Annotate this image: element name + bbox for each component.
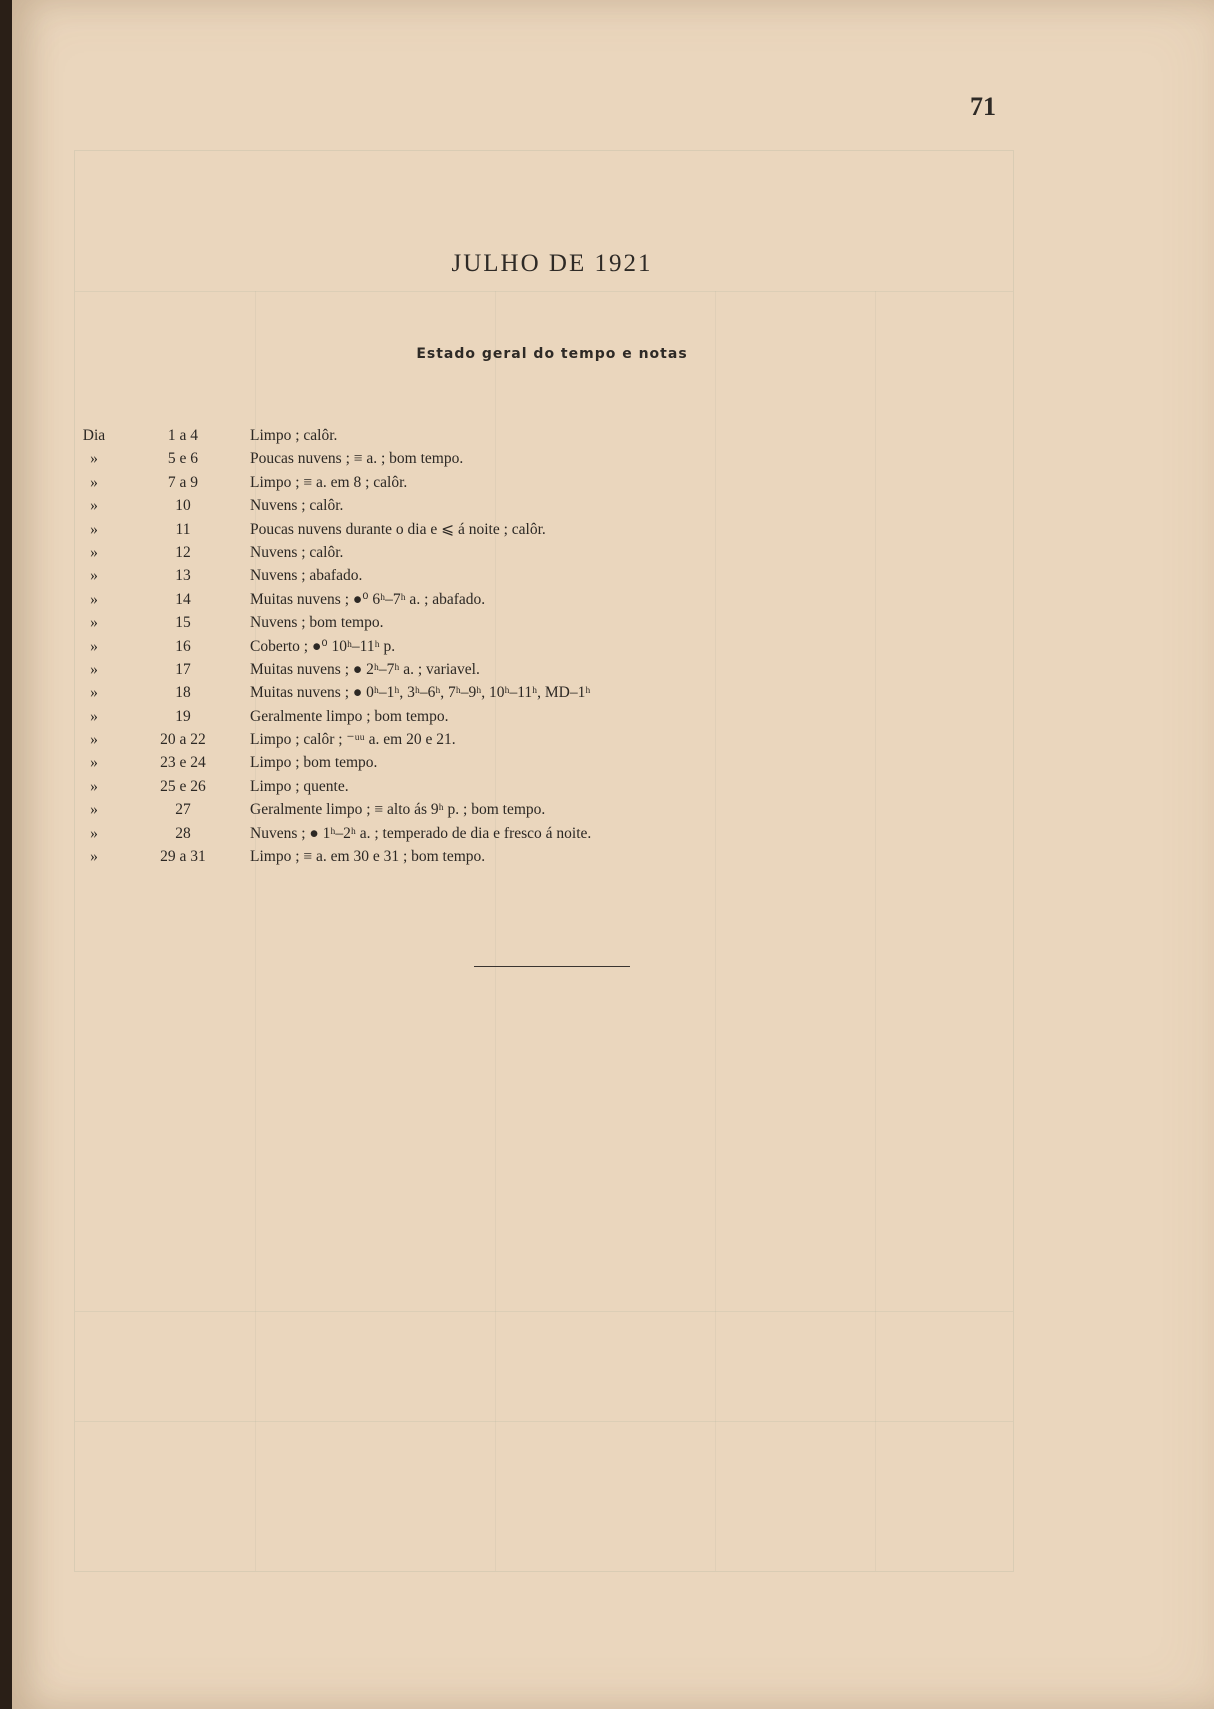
day-range: 5 e 6	[167, 450, 199, 468]
day-range: 11	[175, 520, 191, 538]
list-item	[12, 798, 1212, 821]
ditto-mark: »	[90, 731, 98, 749]
list-item	[12, 611, 1212, 634]
ditto-mark: »	[90, 637, 98, 655]
ditto-mark: »	[90, 684, 98, 702]
weather-note: Poucas nuvens durante o dia e ⩽ á noite ; calôr.	[250, 520, 546, 538]
list-item	[12, 471, 1212, 494]
day-range: 15	[175, 614, 191, 632]
weather-note: Limpo ; calôr ; ⁻ᵘᵘ a. em 20 e 21.	[250, 731, 456, 749]
list-item	[12, 775, 1212, 798]
weather-note: Limpo ; quente.	[250, 777, 349, 795]
ditto-mark: »	[90, 777, 98, 795]
closing-rule	[474, 966, 630, 967]
ditto-mark: »	[90, 848, 98, 866]
weather-note: Nuvens ; calôr.	[250, 543, 344, 561]
ditto-mark: »	[90, 754, 98, 772]
weather-note: Nuvens ; bom tempo.	[250, 614, 384, 632]
document-page	[12, 0, 1214, 1709]
ditto-mark: »	[90, 473, 98, 491]
day-range: 25 e 26	[160, 777, 206, 795]
day-range: 19	[175, 707, 191, 725]
list-item	[12, 564, 1212, 587]
list-item	[12, 494, 1212, 517]
weather-note: Nuvens ; ● 1ʰ–2ʰ a. ; temperado de dia e fresco á noite.	[250, 824, 592, 842]
weather-note: Nuvens ; calôr.	[250, 497, 344, 515]
section-subtitle: Estado geral do tempo e notas	[416, 346, 688, 362]
weather-note: Coberto ; ●⁰ 10ʰ–11ʰ p.	[250, 637, 396, 655]
ditto-mark: »	[90, 824, 98, 842]
ditto-mark: »	[90, 660, 98, 678]
weather-note: Poucas nuvens ; ≡ a. ; bom tempo.	[250, 450, 464, 468]
weather-note: Geralmente limpo ; bom tempo.	[250, 707, 449, 725]
list-item	[12, 541, 1212, 564]
dia-label: Dia	[82, 427, 106, 444]
list-item	[12, 518, 1212, 541]
weather-note: Muitas nuvens ; ●⁰ 6ʰ–7ʰ a. ; abafado.	[250, 590, 486, 608]
list-item	[12, 822, 1212, 845]
list-item	[12, 681, 1212, 704]
day-range: 10	[175, 497, 191, 515]
weather-note: Muitas nuvens ; ● 0ʰ–1ʰ, 3ʰ–6ʰ, 7ʰ–9ʰ, 10ʰ–11ʰ, MD–1ʰ	[250, 684, 591, 702]
list-item	[12, 751, 1212, 774]
list-item	[12, 845, 1212, 868]
weather-note: Nuvens ; abafado.	[250, 567, 363, 585]
weather-note: Geralmente limpo ; ≡ alto ás 9ʰ p. ; bom tempo.	[250, 801, 546, 819]
page-number: 71	[970, 92, 996, 121]
weather-notes-list	[12, 424, 1212, 868]
day-range: 14	[175, 590, 191, 608]
ditto-mark: »	[90, 590, 98, 608]
weather-note: Limpo ; calôr.	[250, 427, 338, 444]
weather-note: Limpo ; bom tempo.	[250, 754, 378, 772]
list-item	[12, 658, 1212, 681]
ditto-mark: »	[90, 707, 98, 725]
weather-note: Muitas nuvens ; ● 2ʰ–7ʰ a. ; variavel.	[250, 660, 480, 678]
ditto-mark: »	[90, 614, 98, 632]
day-range: 7 a 9	[167, 473, 199, 491]
day-range: 12	[175, 543, 191, 561]
weather-note: Limpo ; ≡ a. em 8 ; calôr.	[250, 473, 408, 491]
ditto-mark: »	[90, 543, 98, 561]
list-item	[12, 447, 1212, 470]
day-range: 20 a 22	[160, 731, 206, 749]
day-range: 27	[175, 801, 191, 819]
ditto-mark: »	[90, 801, 98, 819]
list-item	[12, 705, 1212, 728]
day-range: 23 e 24	[160, 754, 206, 772]
list-item	[12, 635, 1212, 658]
ditto-mark: »	[90, 567, 98, 585]
day-range: 1 a 4	[167, 427, 199, 444]
day-range: 28	[175, 824, 191, 842]
list-item	[12, 728, 1212, 751]
weather-note: Limpo ; ≡ a. em 30 e 31 ; bom tempo.	[250, 848, 486, 866]
day-range: 18	[175, 684, 191, 702]
list-item	[12, 588, 1212, 611]
day-range: 17	[175, 660, 191, 678]
day-range: 13	[175, 567, 191, 585]
page-title: JULHO DE 1921	[451, 250, 653, 277]
day-range: 29 a 31	[160, 848, 206, 866]
ditto-mark: »	[90, 520, 98, 538]
ditto-mark: »	[90, 497, 98, 515]
ditto-mark: »	[90, 450, 98, 468]
day-range: 16	[175, 637, 191, 655]
list-item	[12, 424, 1212, 447]
